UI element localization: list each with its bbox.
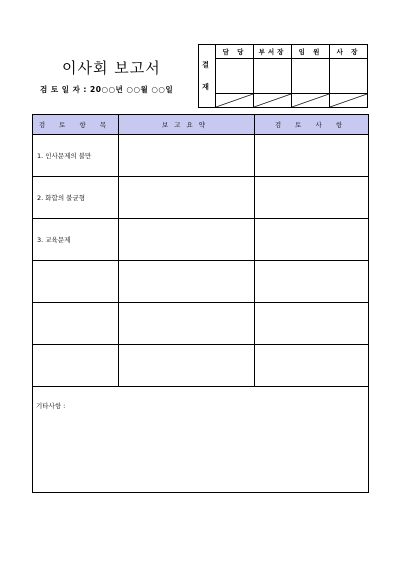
review-item-cell[interactable]: [33, 303, 119, 345]
approval-label: 결 재: [199, 45, 216, 108]
review-item-cell[interactable]: [33, 261, 119, 303]
review-item-cell: 1. 인사문제의 불만: [33, 135, 119, 177]
table-row: [33, 345, 369, 387]
table-row: [33, 303, 369, 345]
review-item-cell: 2. 화합의 불균형: [33, 177, 119, 219]
slash-line: [330, 94, 367, 107]
notes-cell[interactable]: [255, 135, 369, 177]
date-slash-cell[interactable]: [254, 94, 292, 108]
table-row: [33, 261, 369, 303]
date-slash-cell[interactable]: [330, 94, 368, 108]
date-slash-cell[interactable]: [292, 94, 330, 108]
approval-column-header: 임 원: [292, 45, 330, 59]
summary-cell[interactable]: [119, 135, 255, 177]
review-item-cell: 3. 교육문제: [33, 219, 119, 261]
header-review-item: 검 토 항 목: [33, 115, 119, 135]
slash-line: [216, 94, 253, 107]
table-row: [33, 135, 369, 177]
approval-column-header: 부서장: [254, 45, 292, 59]
notes-cell[interactable]: [255, 303, 369, 345]
approval-box: [198, 44, 368, 108]
summary-cell[interactable]: [119, 303, 255, 345]
date-slash-cell[interactable]: [216, 94, 254, 108]
remarks-cell[interactable]: [33, 387, 369, 493]
signature-cell[interactable]: [330, 59, 368, 94]
approval-column-header: 담 당: [216, 45, 254, 59]
signature-cell[interactable]: [254, 59, 292, 94]
table-header-row: [33, 115, 369, 135]
report-table: [32, 114, 369, 493]
notes-cell[interactable]: [255, 219, 369, 261]
summary-cell[interactable]: [119, 219, 255, 261]
review-item-cell[interactable]: [33, 345, 119, 387]
signature-cell[interactable]: [292, 59, 330, 94]
header-report-summary: 보고요약: [119, 115, 255, 135]
slash-line: [254, 94, 291, 107]
table-row: [33, 177, 369, 219]
signature-cell[interactable]: [216, 59, 254, 94]
slash-line: [292, 94, 329, 107]
notes-cell[interactable]: [255, 261, 369, 303]
notes-cell[interactable]: [255, 345, 369, 387]
summary-cell[interactable]: [119, 177, 255, 219]
table-row: [33, 219, 369, 261]
notes-cell[interactable]: [255, 177, 369, 219]
summary-cell[interactable]: [119, 345, 255, 387]
remarks-row: [33, 387, 369, 493]
header-review-notes: 검 토 사 항: [255, 115, 369, 135]
document-title: 이사회 보고서: [62, 59, 161, 77]
summary-cell[interactable]: [119, 261, 255, 303]
approval-column-header: 사 장: [330, 45, 368, 59]
review-date: 검 토 일 자 : 20○○년 ○○월 ○○일: [40, 85, 174, 94]
remarks-label: 기타사항 :: [36, 402, 66, 410]
